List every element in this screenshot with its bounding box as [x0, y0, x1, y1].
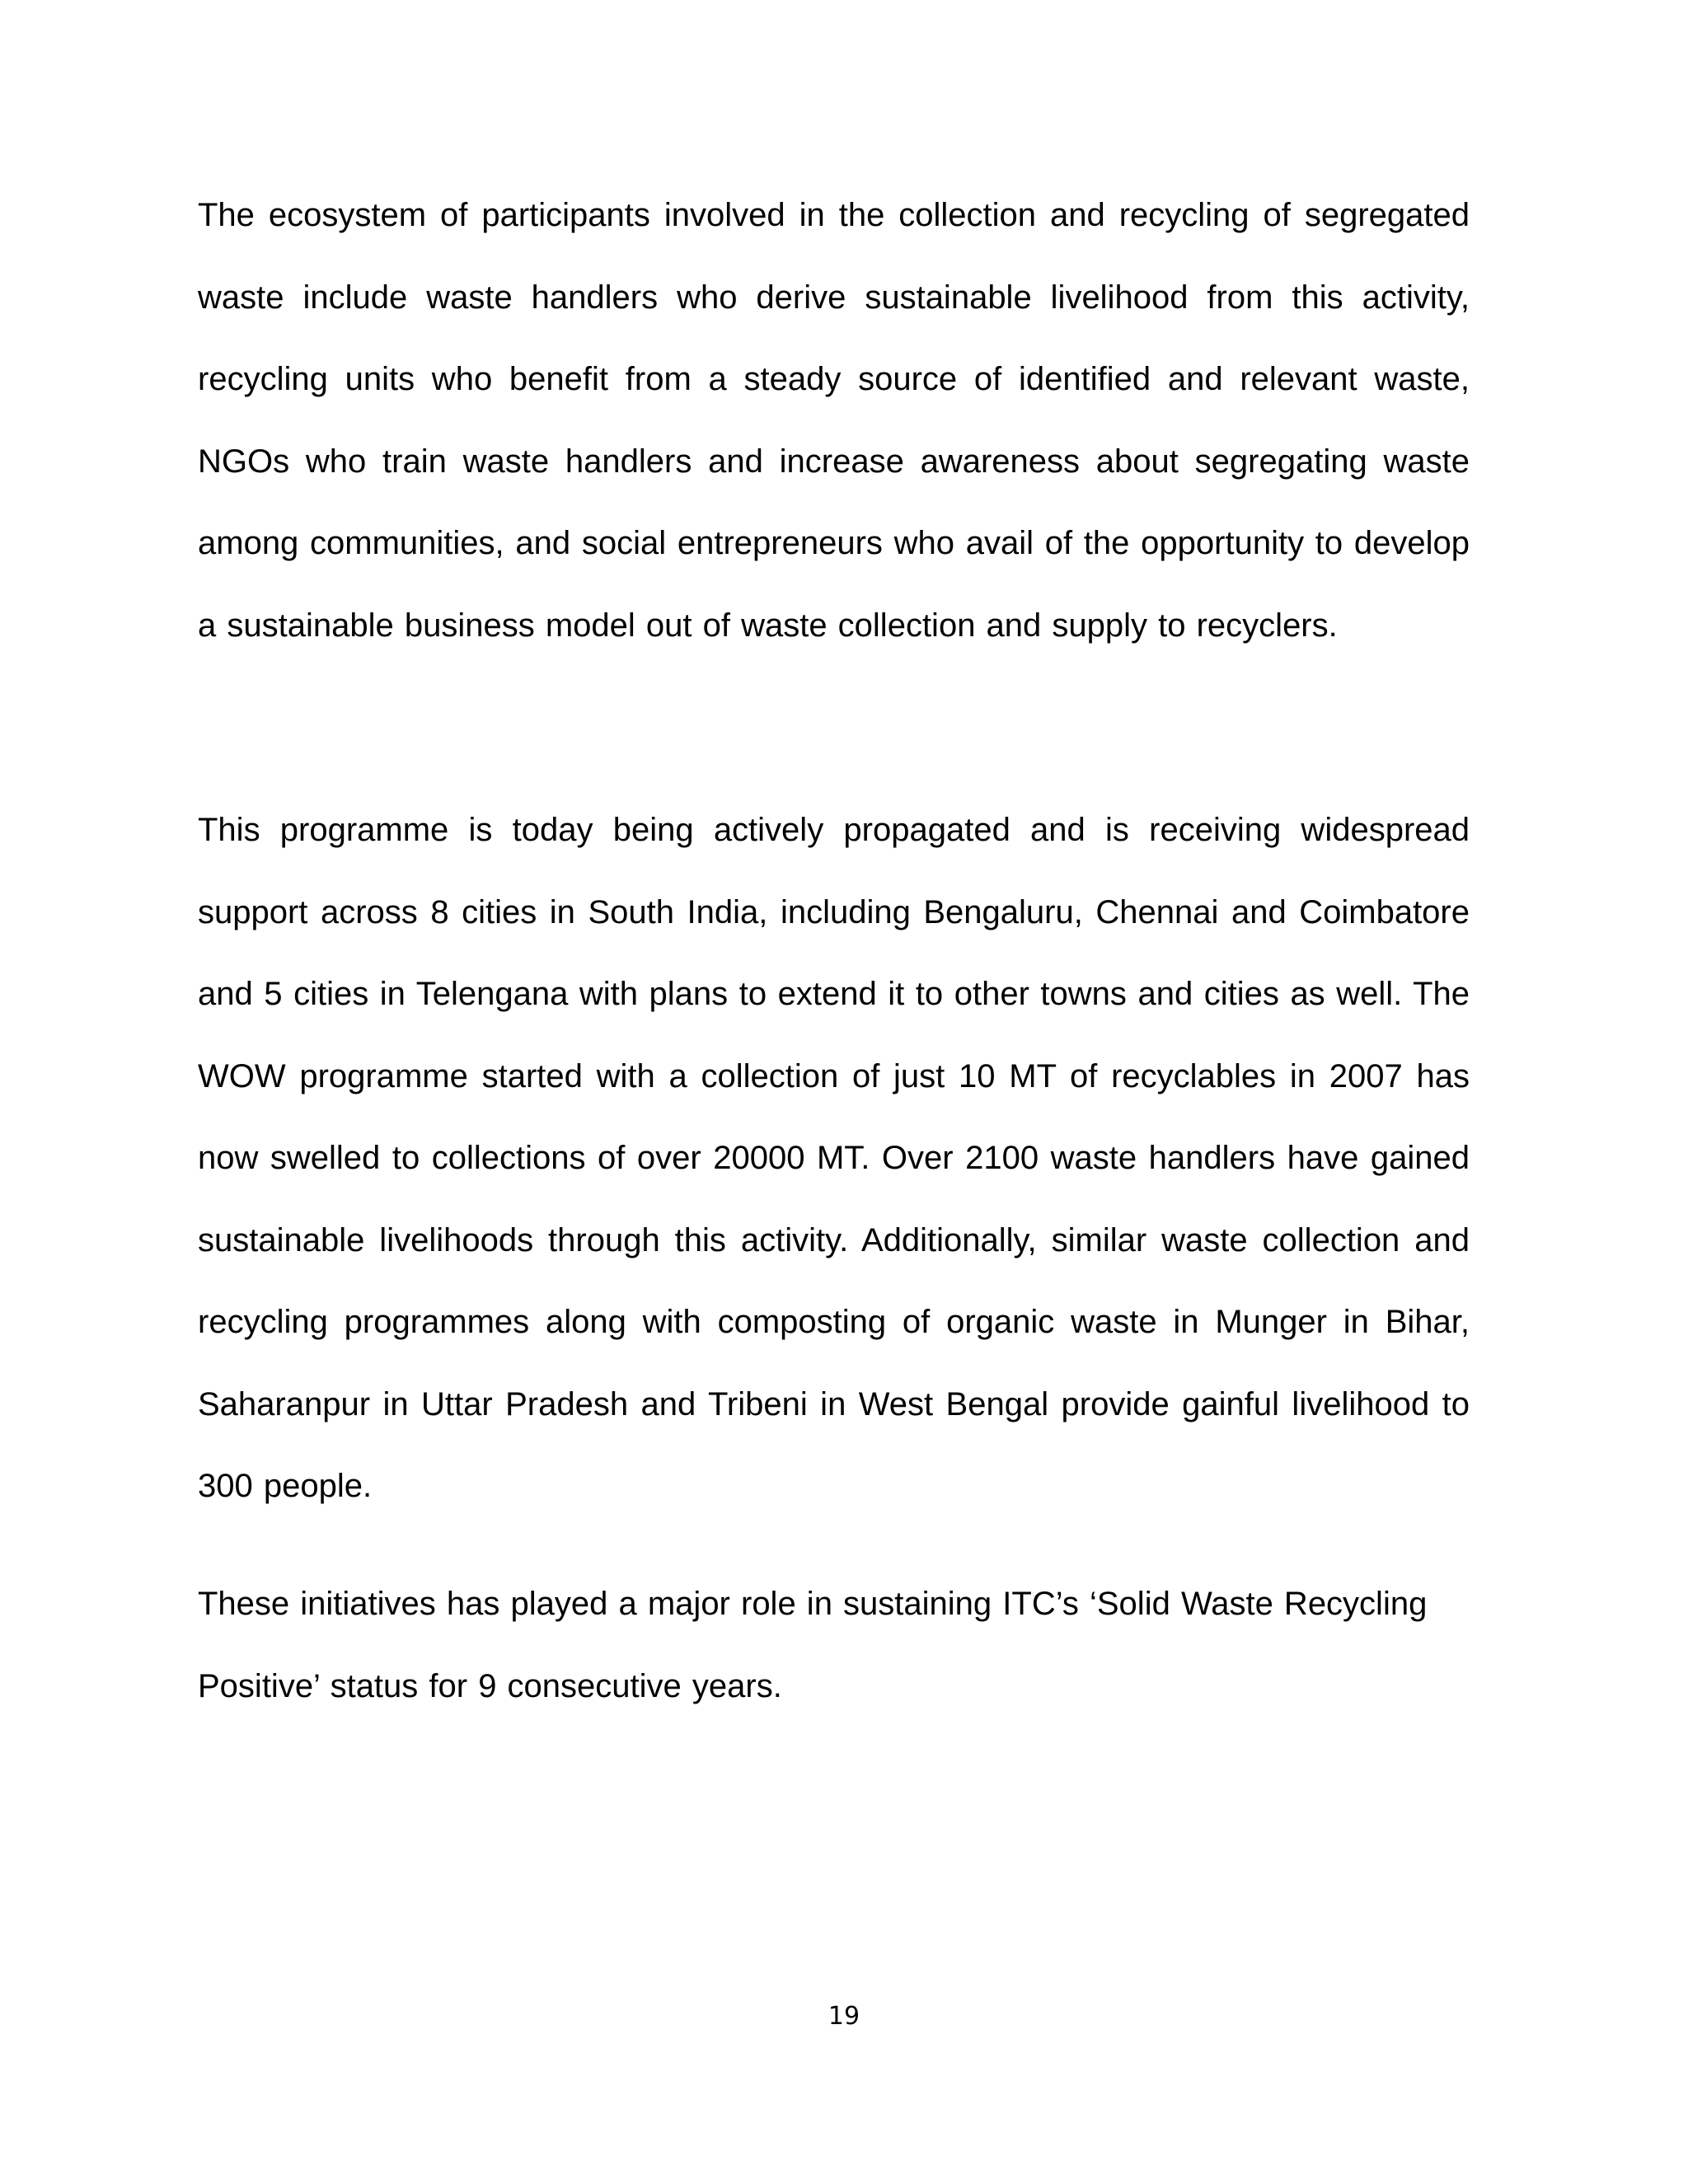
paragraph-programme: This programme is today being actively propagated and is receiving widespread support across 8 cities in South India, including Bengaluru, Chennai and Coimbatore and 5 cities in Telengana with plans to extend it to other towns and cities as well. The WOW programme started with a collection of just 10 MT of recyclables in 2007 has now swelled to collections of over 20000 MT. Over 2100 waste handlers have gained sustainable livelihoods through this activity. Additionally, similar waste collection and recycling programmes along with composting of organic waste in Munger in Bihar, Saharanpur in Uttar Pradesh and Tribeni in West Bengal provide gainful livelihood to 300 people. — [198, 812, 1470, 1504]
paragraph-initiatives: These initiatives has played a major role in sustaining ITC’s ‘Solid Waste Recycling Positive’ status for 9 consecutive years. — [198, 1586, 1428, 1704]
page-number: 19 — [828, 2002, 860, 2031]
paragraph-ecosystem: The ecosystem of participants involved in the collection and recycling of segregated waste include waste handlers who derive sustainable livelihood from this activity, recycling units who benefit from a steady source of identified and relevant waste, NGOs who train waste handlers and increase awareness about segregating waste among communities, and social entrepreneurs who avail of the opportunity to develop a sustainable business model out of waste collection and supply to recyclers. — [198, 197, 1470, 644]
